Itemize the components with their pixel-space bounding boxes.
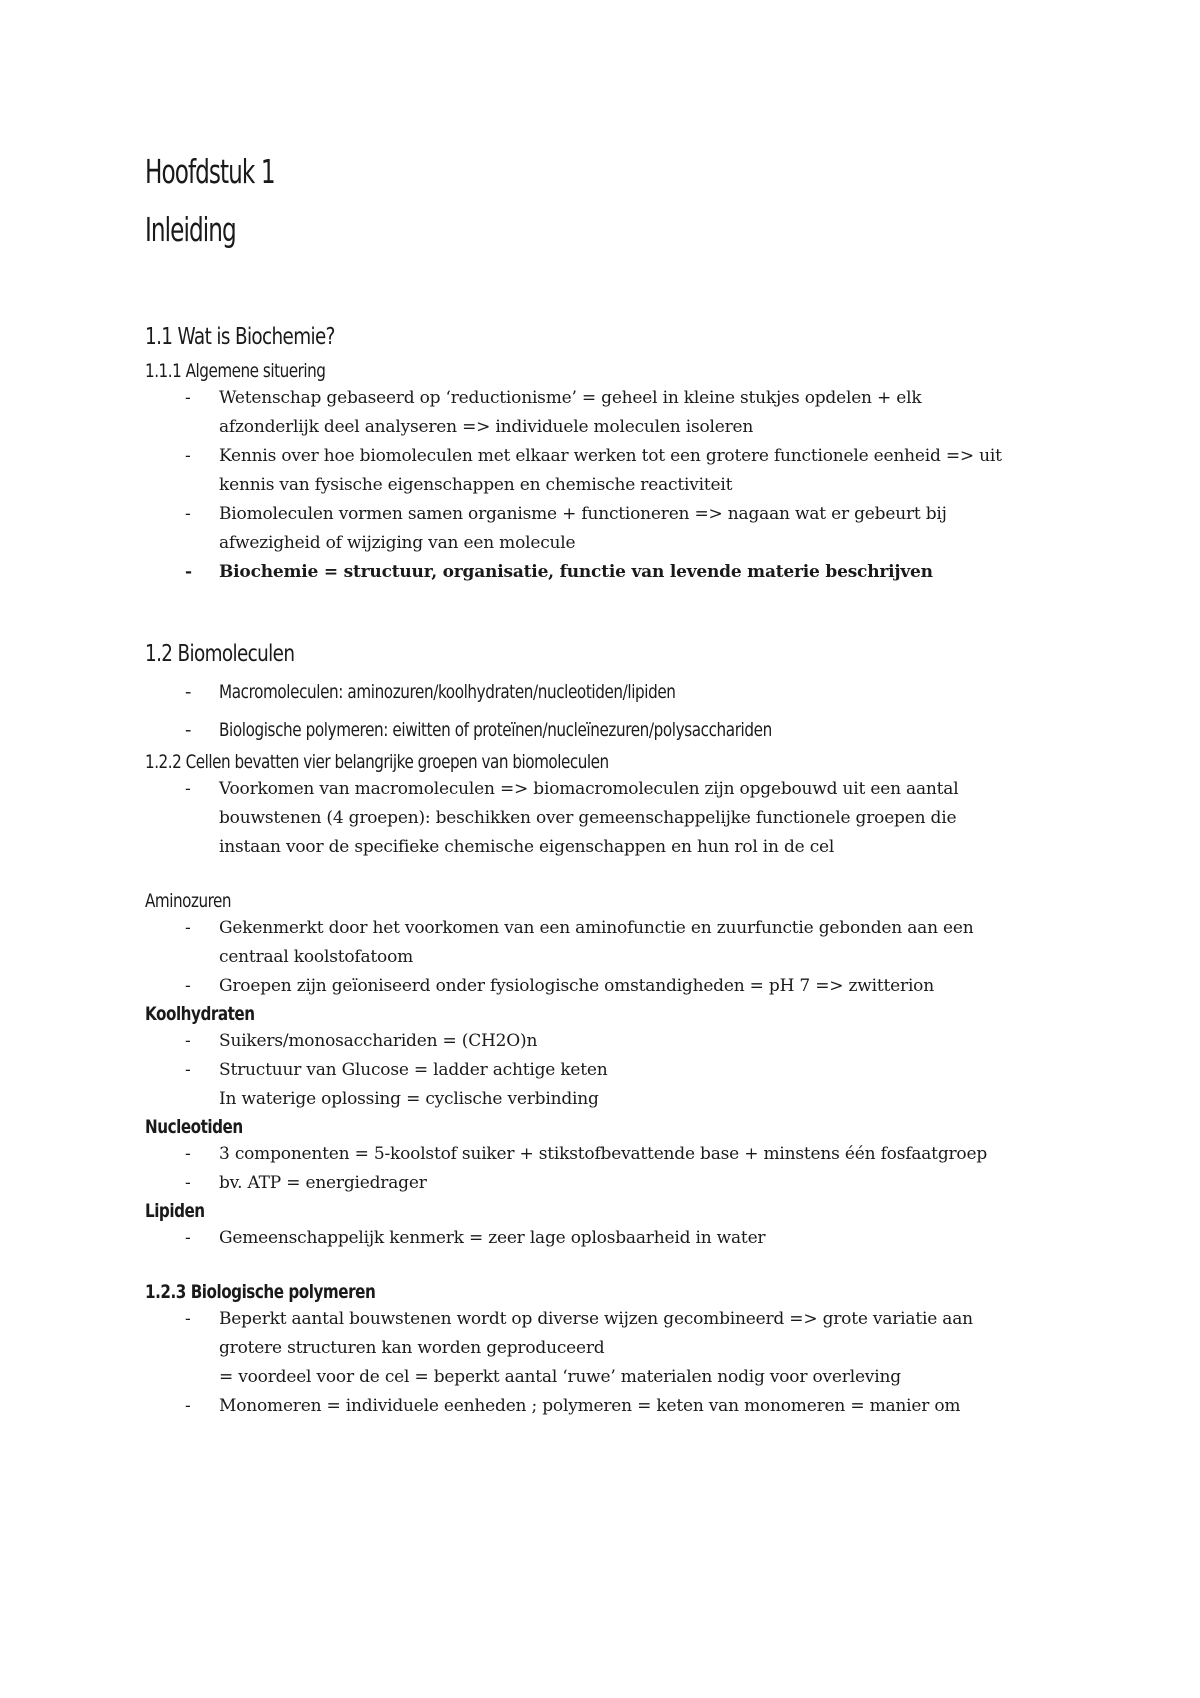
list-item: - Wetenschap gebaseerd op ‘reductionisme’ = geheel in kleine stukjes opdelen + elk afzonderlijk deel analyseren => individuele moleculen isoleren [145, 384, 1075, 442]
document-content [145, 152, 1075, 1421]
list-item: - 3 componenten = 5-koolstof suiker + stikstofbevattende base + minstens één fosfaatgroep [145, 1140, 1075, 1169]
list-nucleotiden [145, 1140, 1075, 1198]
list-item: - Structuur van Glucose = ladder achtige keten In waterige oplossing = cyclische verbinding [145, 1056, 1075, 1114]
list-koolhydraten [145, 1027, 1075, 1114]
list-item: - Beperkt aantal bouwstenen wordt op diverse wijzen gecombineerd => grote variatie aan grotere structuren kan worden geproduceerd = voordeel voor de cel = beperkt aantal ‘ruwe’ materialen nodig voor overleving [145, 1305, 1075, 1392]
list-item: - Macromoleculen: aminozuren/koolhydraten/nucleotiden/lipiden [145, 673, 1075, 711]
list-1-2 [145, 673, 1075, 749]
heading-koolhydraten: Koolhydraten [145, 1003, 255, 1025]
list-item: - Gemeenschappelijk kenmerk = zeer lage oplosbaarheid in water [145, 1224, 1075, 1253]
list-item: - Gekenmerkt door het voorkomen van een aminofunctie en zuurfunctie gebonden aan een centraal koolstofatoom [145, 914, 1075, 972]
heading-nucleotiden: Nucleotiden [145, 1116, 243, 1138]
list-item: - Groepen zijn geïoniseerd onder fysiologische omstandigheden = pH 7 => zwitterion [145, 972, 1075, 1001]
chapter-subtitle: Inleiding [145, 210, 236, 249]
subsection-title-1-2-3: 1.2.3 Biologische polymeren [145, 1281, 376, 1303]
list-item: - Suikers/monosacchariden = (CH2O)n [145, 1027, 1075, 1056]
list-item: - Biochemie = structuur, organisatie, functie van levende materie beschrijven [145, 558, 1075, 587]
chapter-title: Hoofdstuk 1 [145, 152, 275, 191]
section-title-1-2: 1.2 Biomoleculen [145, 641, 295, 667]
list-aminozuren [145, 914, 1075, 1001]
section-title-1-1: 1.1 Wat is Biochemie? [145, 324, 335, 350]
list-1-2-2 [145, 775, 1075, 862]
list-1-1-1 [145, 384, 1075, 587]
list-lipiden [145, 1224, 1075, 1253]
list-1-2-3 [145, 1305, 1075, 1421]
subsection-title-1-1-1: 1.1.1 Algemene situering [145, 360, 326, 382]
list-item: - Voorkomen van macromoleculen => biomacromoleculen zijn opgebouwd uit een aantal bouwstenen (4 groepen): beschikken over gemeenschappelijke functionele groepen die instaan voor de specifieke chemische eigenschappen en hun rol in de cel [145, 775, 1075, 862]
list-item: - Biologische polymeren: eiwitten of proteïnen/nucleïnezuren/polysacchariden [145, 711, 1075, 749]
subsection-title-1-2-2: 1.2.2 Cellen bevatten vier belangrijke groepen van biomoleculen [145, 751, 609, 773]
heading-lipiden: Lipiden [145, 1200, 205, 1222]
list-item: - bv. ATP = energiedrager [145, 1169, 1075, 1198]
list-item: - Kennis over hoe biomoleculen met elkaar werken tot een grotere functionele eenheid => uit kennis van fysische eigenschappen en chemische reactiviteit [145, 442, 1075, 500]
list-item: - Monomeren = individuele eenheden ; polymeren = keten van monomeren = manier om [145, 1392, 1075, 1421]
list-item: - Biomoleculen vormen samen organisme + functioneren => nagaan wat er gebeurt bij afwezigheid of wijziging van een molecule [145, 500, 1075, 558]
heading-aminozuren: Aminozuren [145, 890, 232, 912]
